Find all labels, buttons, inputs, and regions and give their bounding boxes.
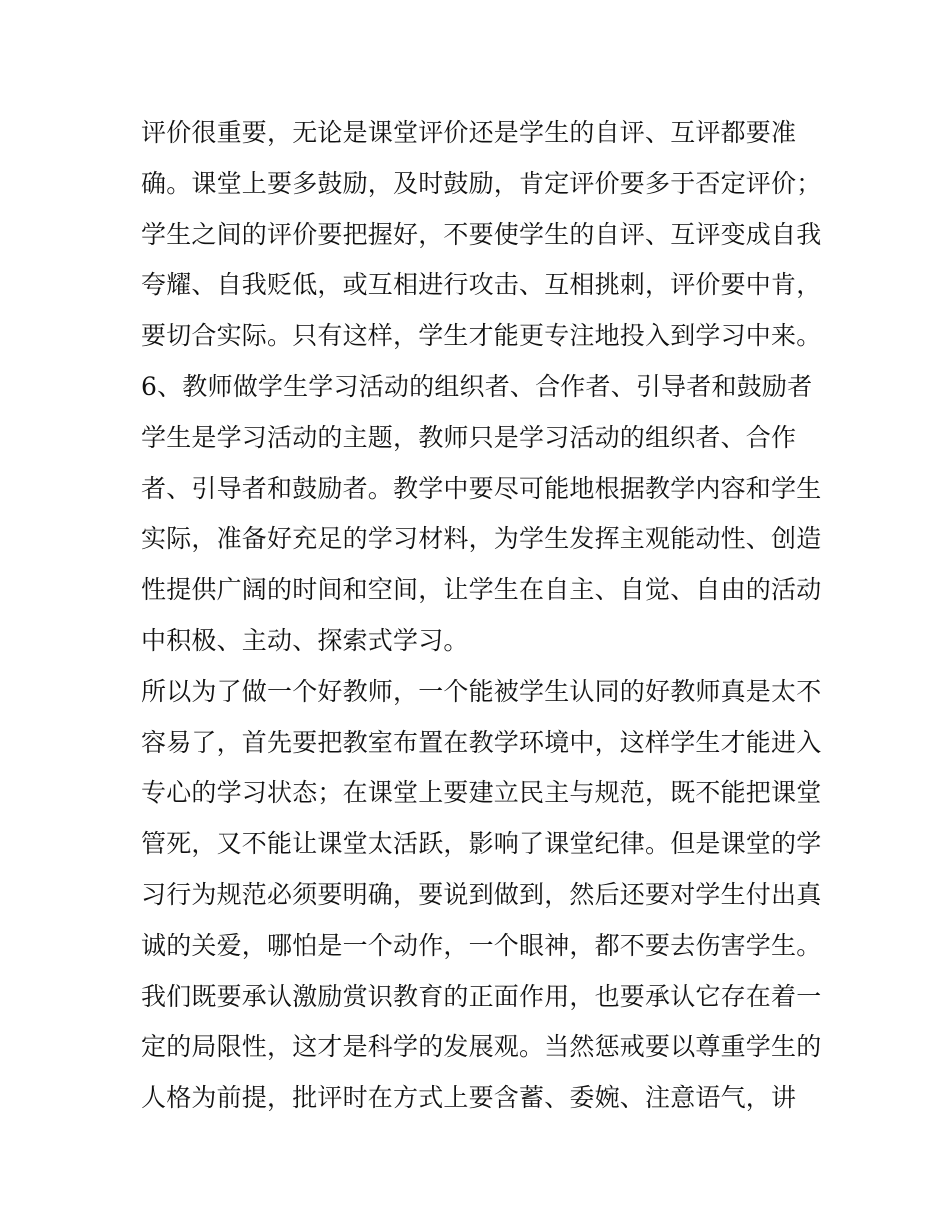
text-line: 确。课堂上要多鼓励，及时鼓励，肯定评价要多于否定评价； xyxy=(141,168,822,198)
text-line: 评价很重要，无论是课堂评价还是学生的自评、互评都要准 xyxy=(141,118,797,147)
text-line: 夸耀、自我贬低，或互相进行攻击、互相挑刺，评价要中肯， xyxy=(141,270,822,300)
text-line: 所以为了做一个好教师，一个能被学生认同的好教师真是太不 xyxy=(141,676,822,706)
text-line: 容易了，首先要把教室布置在教学环境中，这样学生才能进入 xyxy=(141,727,822,757)
text-line: 性提供广阔的时间和空间，让学生在自主、自觉、自由的活动 xyxy=(141,575,822,605)
body-text xyxy=(141,108,831,1124)
text-line: 中积极、主动、探索式学习。 xyxy=(141,625,469,655)
text-line: 诚的关爱，哪怕是一个动作，一个眼神，都不要去伤害学生。 xyxy=(141,930,822,960)
text-line: 定的局限性，这才是科学的发展观。当然惩戒要以尊重学生的 xyxy=(141,1032,822,1062)
text-line: 学生之间的评价要把握好，不要使学生的自评、互评变成自我 xyxy=(141,219,822,249)
text-line: 实际，准备好充足的学习材料，为学生发挥主观能动性、创造 xyxy=(141,524,822,554)
text-line: 者、引导者和鼓励者。教学中要尽可能地根据教学内容和学生 xyxy=(141,473,822,503)
text-line: 学生是学习活动的主题，教师只是学习活动的组织者、合作 xyxy=(141,422,797,452)
text-line: 专心的学习状态；在课堂上要建立民主与规范，既不能把课堂 xyxy=(141,778,822,808)
text-line: 管死，又不能让课堂太活跃，影响了课堂纪律。但是课堂的学 xyxy=(141,829,822,859)
text-line: 要切合实际。只有这样，学生才能更专注地投入到学习中来。 xyxy=(141,321,822,351)
text-line: 人格为前提，批评时在方式上要含蓄、委婉、注意语气，讲 xyxy=(141,1083,797,1113)
text-line: 我们既要承认激励赏识教育的正面作用，也要承认它存在着一 xyxy=(141,981,822,1011)
section-heading: 6、教师做学生学习活动的组织者、合作者、引导者和鼓励者 xyxy=(141,371,813,401)
text-line: 习行为规范必须要明确，要说到做到，然后还要对学生付出真 xyxy=(141,879,822,909)
